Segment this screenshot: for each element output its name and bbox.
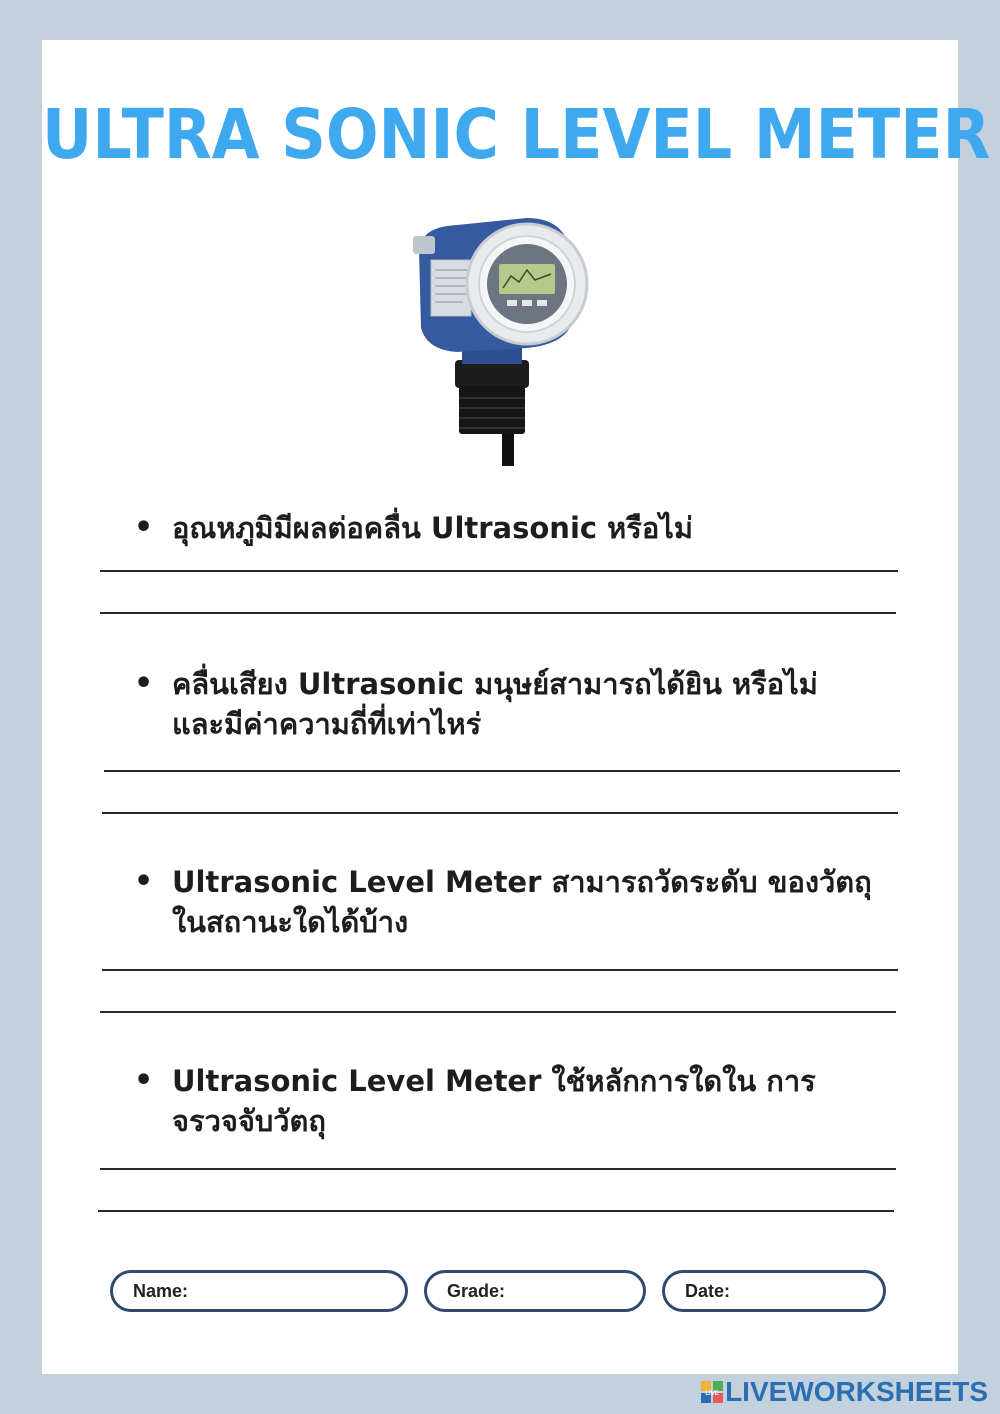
brand-text: LIVEWORKSHEETS xyxy=(725,1376,988,1407)
question-text: Ultrasonic Level Meter ใช้หลักการใดใน การจรวจจับวัตถุ xyxy=(172,1064,816,1138)
answer-line[interactable] xyxy=(104,770,900,772)
liveworksheets-brand[interactable] xyxy=(701,1374,988,1410)
answer-line[interactable] xyxy=(100,1011,896,1013)
bullet-icon: • xyxy=(134,864,154,899)
logo-letters: LIVE xyxy=(705,1391,719,1397)
answer-line[interactable] xyxy=(100,612,896,614)
grade-label: Grade: xyxy=(447,1281,506,1301)
answer-line[interactable] xyxy=(102,969,898,971)
answer-line[interactable] xyxy=(100,570,898,572)
date-label: Date: xyxy=(685,1281,731,1301)
question-3 xyxy=(134,862,874,942)
date-field[interactable] xyxy=(662,1270,886,1312)
answer-line[interactable] xyxy=(100,1168,896,1170)
question-2 xyxy=(134,664,874,744)
question-text: Ultrasonic Level Meter สามารถวัดระดับ ของวัตถุในสถานะใดได้บ้าง xyxy=(172,865,872,939)
grade-field[interactable] xyxy=(424,1270,646,1312)
question-text: อุณหภูมิมีผลต่อคลื่น Ultrasonic หรือไม่ xyxy=(172,511,693,545)
bullet-icon: • xyxy=(134,510,154,545)
worksheet-page xyxy=(42,40,991,1374)
question-4 xyxy=(134,1061,874,1141)
answer-line[interactable] xyxy=(102,812,898,814)
liveworksheets-logo-icon xyxy=(701,1381,723,1403)
worksheet-title: ULTRA SONIC LEVEL METER xyxy=(42,94,991,175)
bullet-icon: • xyxy=(134,666,154,701)
ultrasonic-level-meter-image xyxy=(407,210,597,466)
question-1 xyxy=(134,508,874,548)
answer-line[interactable] xyxy=(98,1210,894,1212)
name-label: Name: xyxy=(133,1281,189,1301)
bullet-icon: • xyxy=(134,1063,154,1098)
question-text: คลื่นเสียง Ultrasonic มนุษย์สามารถได้ยิน หรือไม่ และมีค่าความถี่ที่เท่าไหร่ xyxy=(172,667,818,741)
name-field[interactable] xyxy=(110,1270,408,1312)
